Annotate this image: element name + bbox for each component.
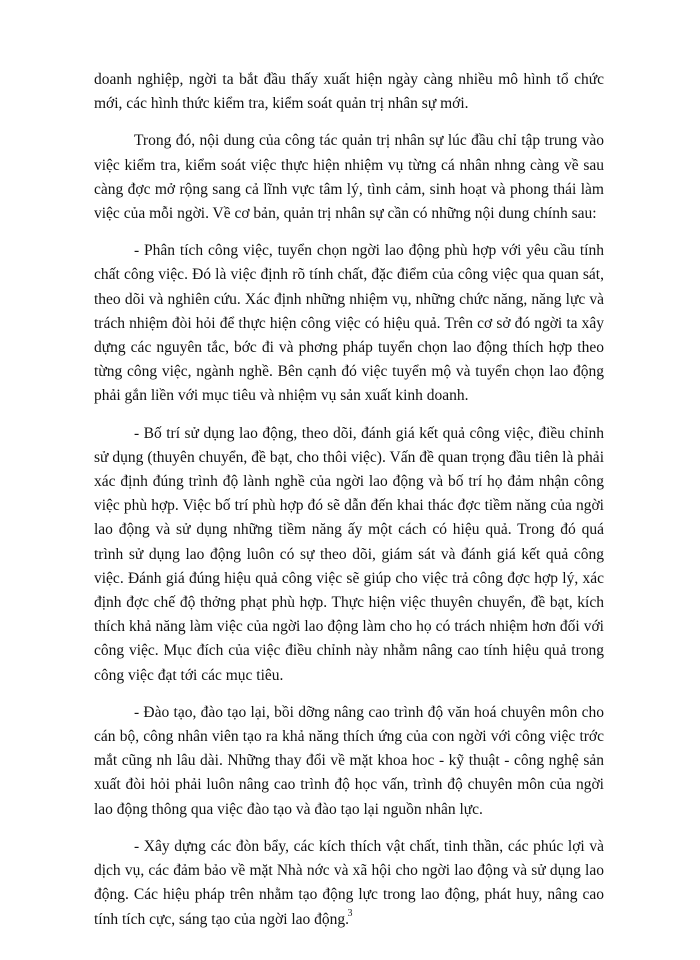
paragraph-content-intro: Trong đó, nội dung của công tác quản trị nhân sự lúc đầu chỉ tập trung vào việc kiểm tra, kiểm soát việc thực hiện nhiệm vụ từng cá nhân nhng càng về sau càng đợc mở rộng sang cả lĩnh vực tâm lý, tình cảm, sinh hoạt và phong thái làm việc của mỗi ngời. Về cơ bản, quản trị nhân sự cần có những nội dung chính sau: [94,132,604,223]
paragraph-incentives: - Xây dựng các đòn bẩy, các kích thích vật chất, tinh thần, các phúc lợi và dịch vụ, các đảm bảo về mặt Nhà nớc và xã hội cho ngời lao động và sử dụng lao động. Các hiệu pháp trên nhằm tạo động lực trong lao động, phát huy, nâng cao tính tích cực, sáng tạo của ngời lao động. [94,837,604,928]
paragraph-labor-allocation: - Bố trí sử dụng lao động, theo dõi, đánh giá kết quả công việc, điều chỉnh sử dụng (thuyên chuyển, đề bạt, cho thôi việc). Vấn đề quan trọng đầu tiên là phải xác định đúng trình độ lành nghề của ngời lao động và bố trí họ đảm nhận công việc phù hợp. Việc bố trí phù hợp đó sẽ dẫn đến khai thác đợc tiềm năng của ngời lao động và sử dụng những tiềm năng ấy một cách có hiệu quả. Trong đó quá trình sử dụng lao động luôn có sự theo dõi, giám sát và đánh giá kết quả công việc. Đánh giá đúng hiệu quả công việc sẽ giúp cho việc trả công đợc hợp lý, xác định đợc chế độ thởng phạt phù hợp. Thực hiện việc thuyên chuyển, đề bạt, kích thích khả năng làm việc của ngời lao động làm cho họ có trách nhiệm hơn đối với công việc. Mục đích của việc điều chỉnh này nhằm nâng cao tính hiệu quả trong công việc đạt tới các mục tiêu. [94,424,604,684]
paragraph-continuation: doanh nghiệp, ngời ta bắt đầu thấy xuất hiện ngày càng nhiều mô hình tổ chức mới, các hình thức kiểm tra, kiểm soát quản trị nhân sự mới. [94,71,604,113]
page-number: 3 [347,908,353,919]
paragraph-training: - Đào tạo, đào tạo lại, bồi dỡng nâng cao trình độ văn hoá chuyên môn cho cán bộ, công nhân viên tạo ra khả năng thích ứng của con ngời với công việc trớc mắt cũng nh lâu dài. Những thay đổi về mặt khoa hoc - kỹ thuật - công nghệ sản xuất đòi hỏi phải luôn nâng cao trình độ học vấn, trình độ chuyên môn của ngời lao động thông qua việc đào tạo và đào tạo lại nguồn nhân lực. [94,703,604,818]
paragraph-job-analysis: - Phân tích công việc, tuyển chọn ngời lao động phù hợp với yêu cầu tính chất công việc. Đó là việc định rõ tính chất, đặc điểm của công việc qua quan sát, theo dõi và nghiên cứu. Xác định những nhiệm vụ, những chức năng, năng lực và trách nhiệm đòi hỏi để thực hiện công việc có hiệu quả. Trên cơ sở đó ngời ta xây dựng các nguyên tắc, bớc đi và phơng pháp tuyển chọn lao động thích hợp theo từng công việc, ngành nghề. Bên cạnh đó việc tuyển mộ và tuyển chọn lao động phải gắn liền với mục tiêu và nhiệm vụ sản xuất kinh doanh. [94,242,604,405]
body-text [94,68,604,932]
